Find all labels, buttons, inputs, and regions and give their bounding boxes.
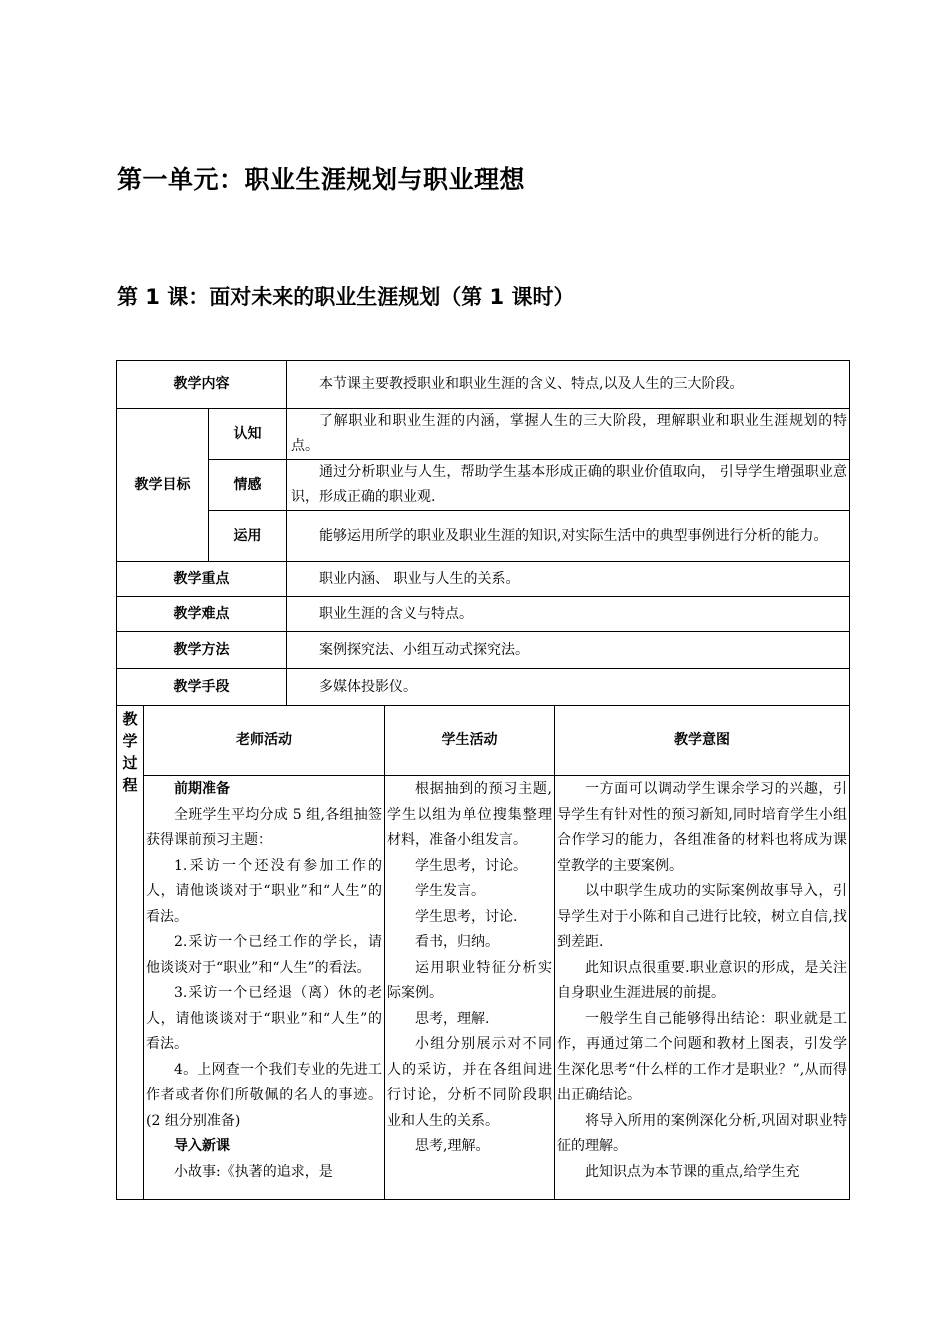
row-content — [117, 361, 850, 409]
student-paragraph: 学生思考，讨论。 — [415, 857, 527, 874]
intent-paragraph: 此知识点为本节课的重点,给学生充 — [585, 1163, 800, 1180]
process-label: 教 学 过 程 — [117, 706, 144, 1200]
intent-paragraph: 一方面可以调动学生课余学习的兴趣，引导学生有针对性的预习新知,同时培育学生小组合作学习的能力，各组准备的材料也将成为课堂教学的主要案例。 — [557, 781, 847, 874]
goals-label: 教学目标 — [117, 409, 209, 562]
teacher-paragraph: 小故事:《执著的追求，是 — [174, 1163, 333, 1180]
lesson-plan-table — [116, 360, 850, 1200]
row-process-body — [117, 776, 850, 1200]
student-activities — [385, 776, 555, 1200]
difficulty-text: 职业生涯的含义与特点。 — [287, 597, 850, 632]
student-paragraph: 运用职业特征分析实际案例。 — [387, 959, 552, 1001]
goal-label-application: 运用 — [209, 511, 287, 562]
row-means — [117, 669, 850, 706]
teacher-paragraph: 3.采访一个已经退（离）休的老人，请他谈谈对于“职业”和“人生”的看法。 — [146, 985, 382, 1052]
means-label: 教学手段 — [117, 669, 287, 706]
teacher-paragraph: 1.采访一个还没有参加工作的人，请他谈谈对于“职业”和“人生”的看法。 — [146, 857, 382, 925]
student-paragraph: 根据抽到的预习主题,学生以组为单位搜集整理材料，准备小组发言。 — [387, 781, 552, 848]
student-paragraph: 小组分别展示对不同人的采访，并在各组间进行讨论，分析不同阶段职业和人生的关系。 — [387, 1036, 552, 1129]
row-goal-application — [117, 511, 850, 562]
content-label: 教学内容 — [117, 361, 287, 409]
goal-label-cognition: 认知 — [209, 409, 287, 460]
section-heading: 前期准备 — [174, 781, 230, 797]
intent-paragraph: 将导入所用的案例深化分析,巩固对职业特征的理解。 — [557, 1112, 847, 1154]
teacher-paragraph: 4。上网查一个我们专业的先进工作者或者你们所敬佩的名人的事迹。(2 组分别准备) — [146, 1061, 382, 1129]
student-paragraph: 看书，归纳。 — [415, 934, 499, 950]
row-goal-cognition — [117, 409, 850, 460]
row-method — [117, 632, 850, 669]
goal-text-emotion: 通过分析职业与人生，帮助学生基本形成正确的职业价值取向， 引导学生增强职业意识，形成正确的职业观. — [287, 460, 850, 511]
teacher-activities — [144, 776, 385, 1200]
method-label: 教学方法 — [117, 632, 287, 669]
teaching-intent — [555, 776, 850, 1200]
teacher-paragraph: 2.采访一个已经工作的学长，请他谈谈对于“职业”和“人生”的看法。 — [146, 934, 382, 976]
means-text: 多媒体投影仪。 — [287, 669, 850, 706]
goal-text-cognition: 了解职业和职业生涯的内涵，掌握人生的三大阶段，理解职业和职业生涯规划的特点。 — [287, 409, 850, 460]
key-text: 职业内涵、 职业与人生的关系。 — [287, 562, 850, 597]
row-goal-emotion — [117, 460, 850, 511]
intent-paragraph: 一般学生自己能够得出结论：职业就是工作，再通过第二个问题和教材上图表，引发学生深化思考“什么样的工作才是职业？”,从而得出正确结论。 — [557, 1010, 847, 1103]
intent-paragraph: 以中职学生成功的实际案例故事导入，引导学生对于小陈和自己进行比较，树立自信,找到差距. — [557, 883, 847, 950]
row-process-header — [117, 706, 850, 776]
row-key-points — [117, 562, 850, 597]
teacher-paragraph: 全班学生平均分成 5 组,各组抽签获得课前预习主题： — [146, 806, 382, 848]
intent-header: 教学意图 — [555, 706, 850, 776]
lesson-title: 第 1 课：面对未来的职业生涯规划（第 1 课时） — [117, 285, 575, 309]
difficulty-label: 教学难点 — [117, 597, 287, 632]
student-header: 学生活动 — [385, 706, 555, 776]
goal-text-application: 能够运用所学的职业及职业生涯的知识,对实际生活中的典型事例进行分析的能力。 — [287, 511, 850, 562]
intent-paragraph: 此知识点很重要.职业意识的形成，是关注自身职业生涯进展的前提。 — [557, 959, 847, 1001]
student-paragraph: 思考,理解。 — [415, 1138, 490, 1154]
content-text: 本节课主要教授职业和职业生涯的含义、特点,以及人生的三大阶段。 — [287, 361, 850, 409]
goal-label-emotion: 情感 — [209, 460, 287, 511]
key-label: 教学重点 — [117, 562, 287, 597]
unit-title: 第一单元：职业生涯规划与职业理想 — [117, 165, 526, 194]
student-paragraph: 学生发言。 — [415, 883, 485, 899]
row-difficulty — [117, 597, 850, 632]
student-paragraph: 思考，理解. — [415, 1010, 490, 1027]
method-text: 案例探究法、小组互动式探究法。 — [287, 632, 850, 669]
teacher-header: 老师活动 — [144, 706, 385, 776]
student-paragraph: 学生思考，讨论. — [415, 908, 518, 925]
section-heading: 导入新课 — [174, 1138, 230, 1154]
